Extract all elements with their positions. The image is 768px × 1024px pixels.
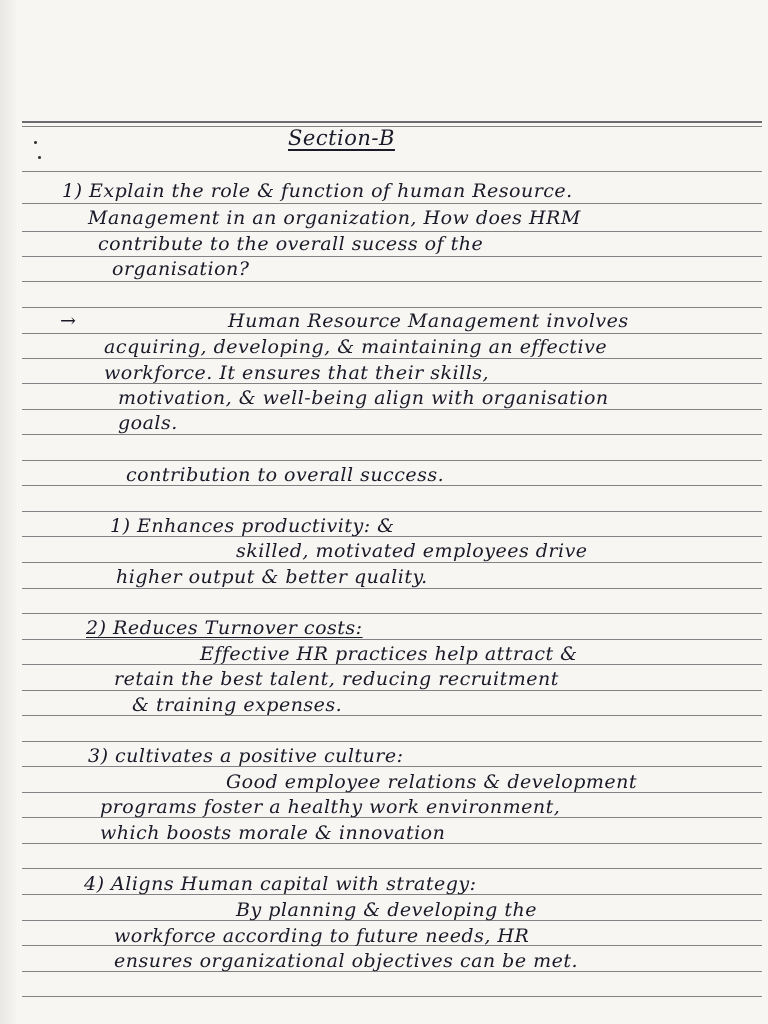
ruled-line [22,281,762,282]
ruled-line [22,690,762,691]
ruled-line [22,333,762,334]
ruled-line [22,562,762,563]
ruled-line [22,511,762,512]
ruled-line [22,231,762,232]
answer-line: Human Resource Management involves [228,310,629,332]
answer-line: acquiring, developing, & maintaining an effective [104,336,608,358]
ruled-line [22,613,762,614]
question-line: contribute to the overall sucess of the [98,233,484,255]
point-line: skilled, motivated employees drive [236,540,588,562]
ruled-line [22,307,762,308]
point-title: 2) Reduces Turnover costs: [86,617,363,639]
point-line: ensures organizational objectives can be met. [114,950,579,972]
top-margin-rule [22,121,762,123]
margin-dot [38,156,41,159]
question-line: organisation? [112,258,250,280]
ruled-line [22,588,762,589]
point-title: 1) Enhances productivity: & [110,515,395,537]
point-title: 3) cultivates a positive culture: [88,745,404,767]
ruled-line [22,996,762,997]
point-line: workforce according to future needs, HR [114,925,530,947]
answer-line: goals. [118,412,178,434]
margin-dot [34,141,37,144]
answer-arrow-icon: → [60,310,77,332]
point-line: retain the best talent, reducing recruitment [114,668,559,690]
ruled-line [22,358,762,359]
ruled-line [22,639,762,640]
contribution-heading: contribution to overall success. [126,464,445,486]
point-line: Good employee relations & development [226,771,638,793]
ruled-line [22,741,762,742]
ruled-line [22,409,762,410]
ruled-line [22,868,762,869]
question-line: 1) Explain the role & function of human Resource. [62,180,573,202]
point-line: By planning & developing the [236,899,537,921]
point-line: Effective HR practices help attract & [200,643,578,665]
ruled-line [22,203,762,204]
section-title: Section-B [288,126,395,150]
ruled-line [22,256,762,257]
point-line: which boosts morale & innovation [100,822,446,844]
point-line: programs foster a healthy work environment, [100,796,561,818]
question-line: Management in an organization, How does HRM [88,207,581,229]
point-line: higher output & better quality. [116,566,428,588]
ruled-line [22,460,762,461]
answer-line: motivation, & well-being align with organisation [118,387,609,409]
ruled-line [22,171,762,172]
answer-line: workforce. It ensures that their skills, [104,362,490,384]
ruled-line [22,434,762,435]
point-title: 4) Aligns Human capital with strategy: [84,873,477,895]
point-line: & training expenses. [132,694,343,716]
